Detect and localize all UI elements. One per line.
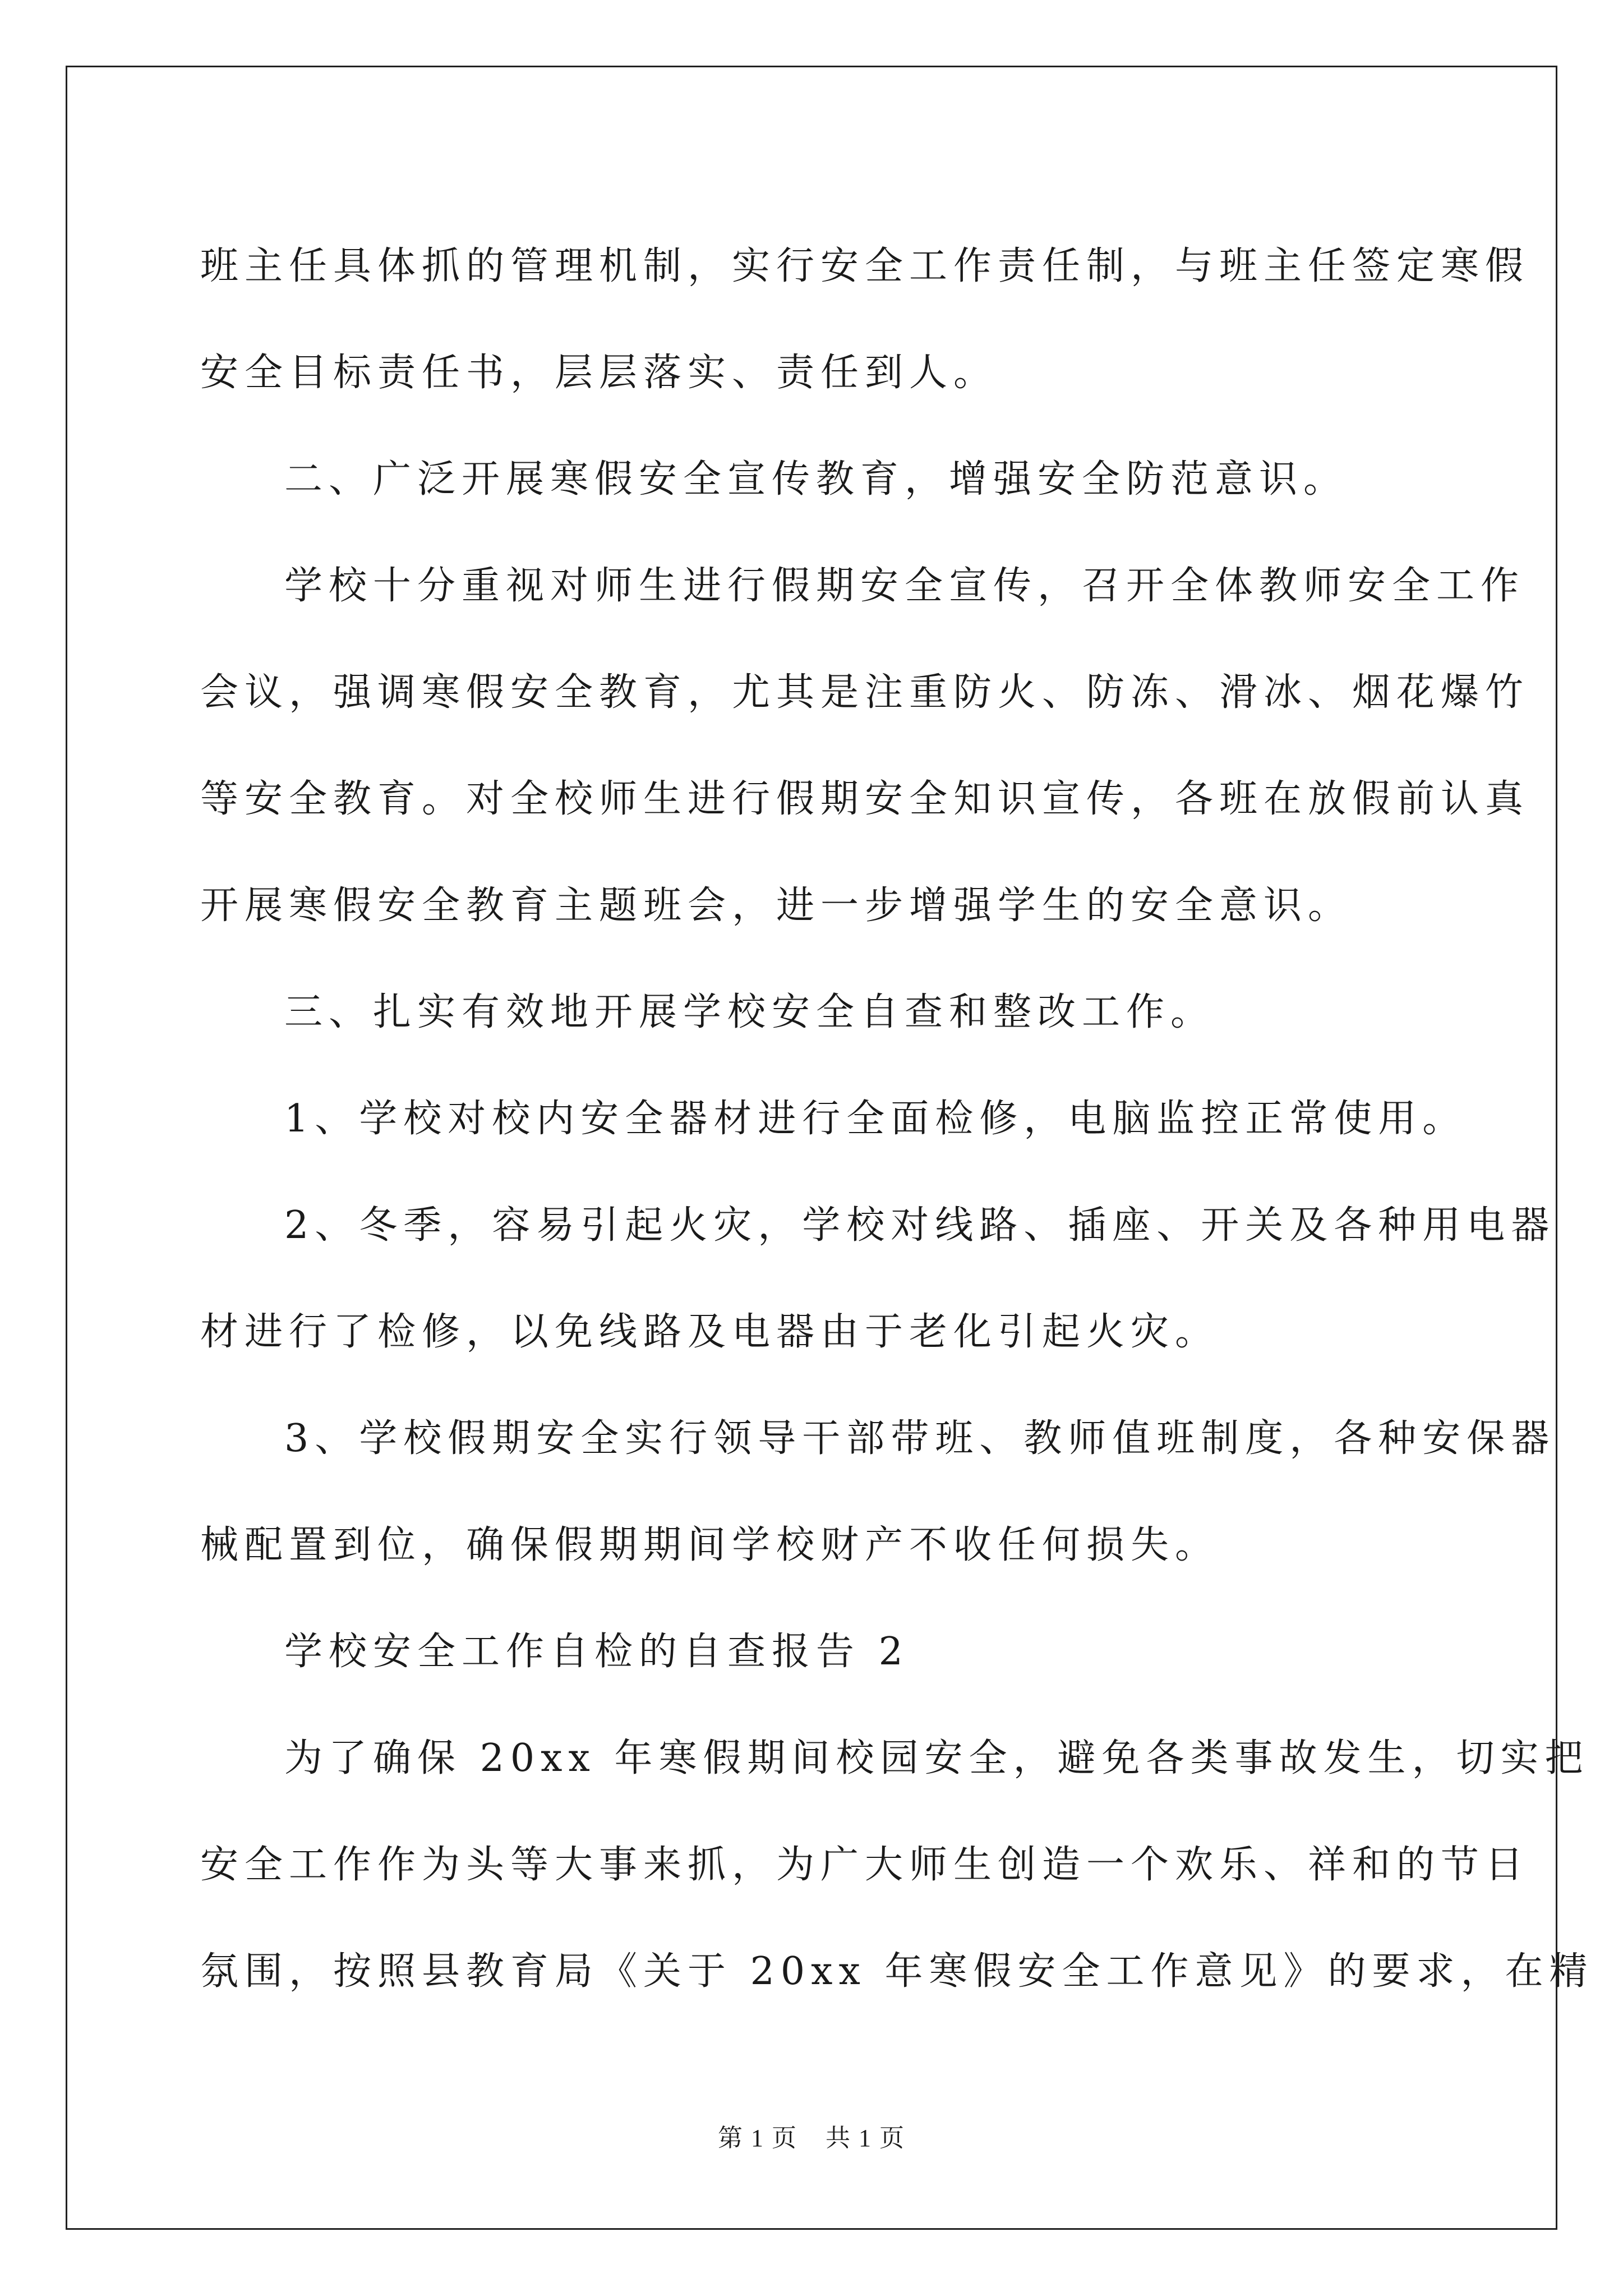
text-line: 安全目标责任书，层层落实、责任到人。 <box>200 351 998 395</box>
text-line: 班主任具体抓的管理机制，实行安全工作责任制，与班主任签定寒假 <box>200 244 1530 288</box>
text-line: 为了确保 20xx 年寒假期间校园安全，避免各类事故发生，切实把 <box>284 1736 1589 1780</box>
text-line: 三、扎实有效地开展学校安全自查和整改工作。 <box>284 990 1215 1034</box>
text-line: 3、学校假期安全实行领导干部带班、教师值班制度，各种安保器 <box>284 1416 1556 1461</box>
text-line: 学校十分重视对师生进行假期安全宣传，召开全体教师安全工作 <box>284 564 1525 608</box>
page-footer <box>0 2118 1623 2154</box>
page-number-total: 共 1 页 <box>826 2124 905 2152</box>
text-line: 学校安全工作自检的自查报告 2 <box>284 1630 909 1674</box>
text-line: 2、冬季，容易引起火灾，学校对线路、插座、开关及各种用电器 <box>284 1203 1556 1248</box>
text-line: 会议，强调寒假安全教育，尤其是注重防火、防冻、滑冰、烟花爆竹 <box>200 670 1530 715</box>
text-line: 1、学校对校内安全器材进行全面检修，电脑监控正常使用。 <box>284 1097 1467 1141</box>
page-number-current: 第 1 页 <box>718 2124 797 2152</box>
text-line: 等安全教育。对全校师生进行假期安全知识宣传，各班在放假前认真 <box>200 777 1530 821</box>
text-line: 安全工作作为头等大事来抓，为广大师生创造一个欢乐、祥和的节日 <box>200 1843 1530 1887</box>
document-body <box>200 213 1594 2025</box>
text-line: 氛围，按照县教育局《关于 20xx 年寒假安全工作意见》的要求，在精 <box>200 1949 1594 1994</box>
text-line: 二、广泛开展寒假安全宣传教育，增强安全防范意识。 <box>284 457 1348 501</box>
text-line: 材进行了检修，以免线路及电器由于老化引起火灾。 <box>200 1310 1220 1354</box>
text-line: 械配置到位，确保假期期间学校财产不收任何损失。 <box>200 1523 1220 1567</box>
text-line: 开展寒假安全教育主题班会，进一步增强学生的安全意识。 <box>200 884 1353 928</box>
